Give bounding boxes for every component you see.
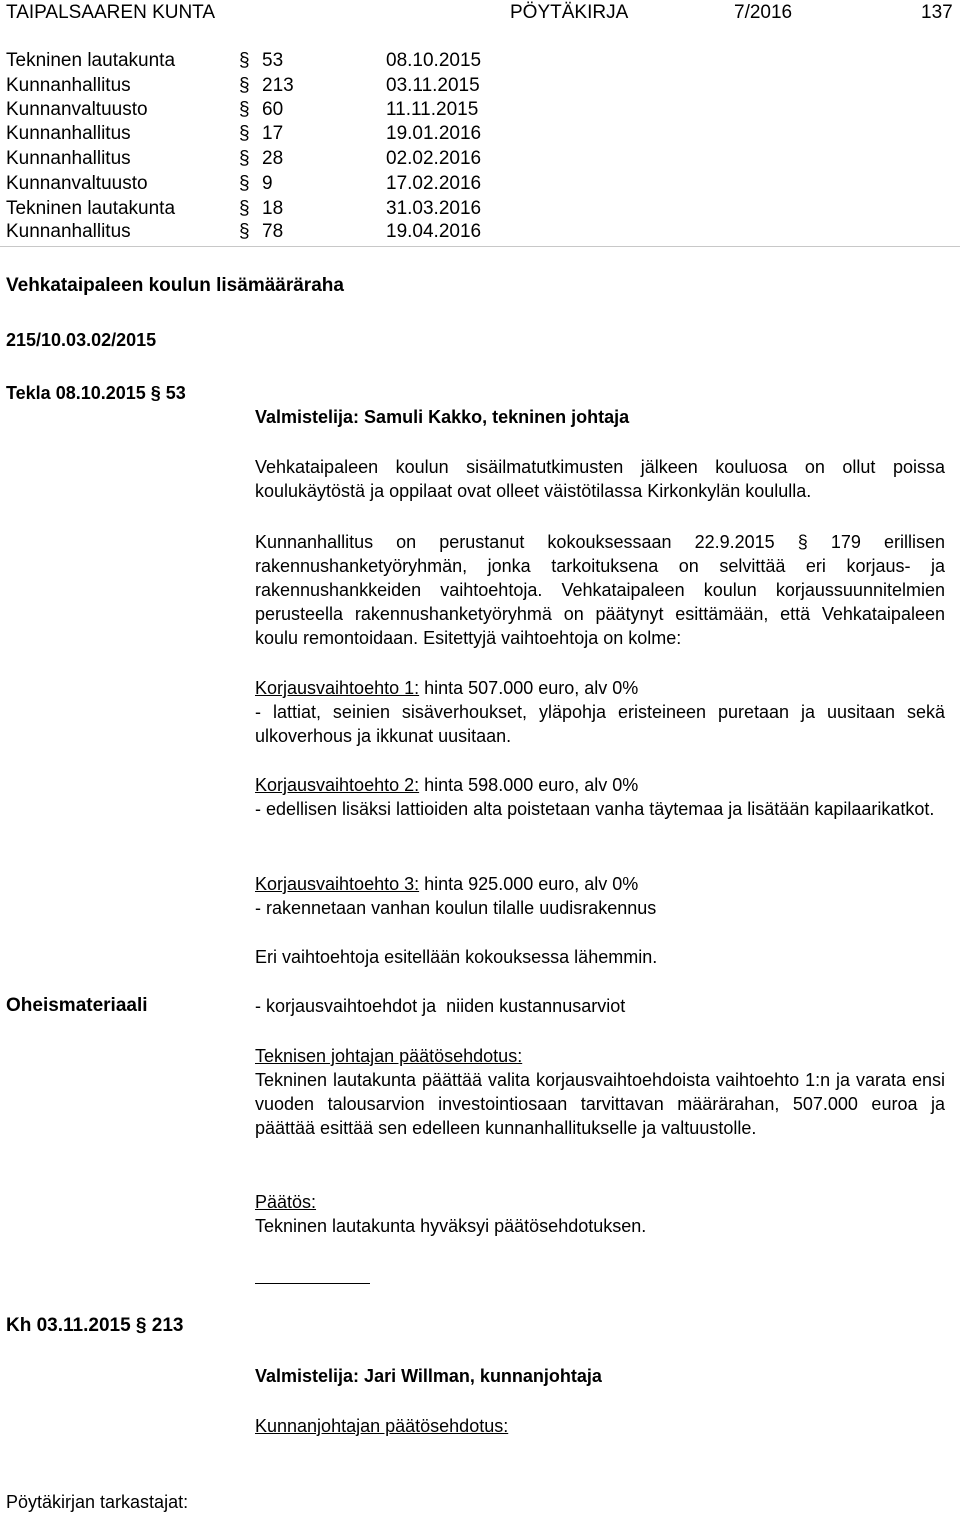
section-sign: § (239, 75, 250, 96)
history-number: 9 (262, 173, 273, 194)
history-number: 28 (262, 148, 284, 169)
history-body: Kunnanhallitus (6, 148, 131, 169)
option-description: - lattiat, seinien sisäverhoukset, yläpohja eristeineen puretaan ja uusitaan sekä ulkoverhous ja ikkunat uusitaan. (255, 702, 945, 746)
kh-preparer: Valmistelija: Jari Willman, kunnanjohtaja (255, 1366, 602, 1386)
paragraph-1: Vehkataipaleen koulun sisäilmatutkimusten jälkeen kouluosa on ollut poissa koulukäytöstä ja oppilaat ovat olleet väistötilassa Kirkonkylän koululla. (255, 457, 945, 501)
history-body: Tekninen lautakunta (6, 50, 176, 71)
issue-number: 7/2016 (734, 2, 793, 23)
option-label: Korjausvaihtoehto 1: (255, 678, 420, 698)
history-body: Kunnanhallitus (6, 221, 131, 242)
kh-proposal-heading: Kunnanjohtajan päätösehdotus: (255, 1416, 509, 1436)
section-sign: § (239, 123, 250, 144)
presented-note: Eri vaihtoehtoja esitellään kokouksessa lähemmin. (255, 947, 658, 967)
history-divider (0, 246, 960, 247)
decision-block (255, 1190, 945, 1238)
history-date: 11.11.2015 (386, 99, 479, 120)
option-2 (255, 773, 945, 821)
option-3 (255, 872, 945, 920)
municipality-name: TAIPALSAAREN KUNTA (6, 2, 216, 23)
option-price: hinta 925.000 euro, alv 0% (424, 874, 639, 894)
reference-number: 215/10.03.02/2015 (6, 330, 157, 350)
history-date: 03.11.2015 (386, 75, 480, 96)
history-number: 53 (262, 50, 284, 71)
option-description: - edellisen lisäksi lattioiden alta poistetaan vanha täytemaa ja lisätään kapilaarikatkot. (255, 799, 935, 819)
history-number: 213 (262, 75, 294, 96)
attachments-text: - korjausvaihtoehdot ja niiden kustannusarviot (255, 996, 626, 1016)
decision-heading: Päätös: (255, 1192, 317, 1212)
option-description: - rakennetaan vanhan koulun tilalle uudisrakennus (255, 898, 657, 918)
preparer: Valmistelija: Samuli Kakko, tekninen johtaja (255, 407, 630, 427)
section-sign: § (239, 148, 250, 169)
tekla-label: Tekla 08.10.2015 § 53 (6, 383, 186, 403)
history-date: 02.02.2016 (386, 148, 482, 169)
history-date: 08.10.2015 (386, 50, 482, 71)
section-sign: § (239, 221, 250, 242)
history-number: 60 (262, 99, 284, 120)
page-number: 137 (921, 2, 953, 23)
history-number: 18 (262, 198, 284, 219)
history-body: Tekninen lautakunta (6, 198, 176, 219)
option-label: Korjausvaihtoehto 3: (255, 874, 420, 894)
history-body: Kunnanhallitus (6, 123, 131, 144)
history-date: 31.03.2016 (386, 198, 482, 219)
decision-text: Tekninen lautakunta hyväksyi päätösehdotuksen. (255, 1216, 647, 1236)
paragraph-2-block (255, 530, 945, 650)
history-body: Kunnanvaltuusto (6, 173, 148, 194)
proposal-block (255, 1044, 945, 1140)
attachments-label: Oheismateriaali (6, 995, 148, 1016)
item-title: Vehkataipaleen koulun lisämääräraha (6, 275, 344, 296)
paragraph-2: Kunnanhallitus on perustanut kokouksessaan 22.9.2015 § 179 erillisen rakennushanketyöryhmän, jonka tarkoituksena on selvittää eri korjaus- ja rakennushankkeiden vaihtoehtoja. Vehkataipaleen koulun korjaussuunnitelmien perusteella rakennushanketyöryhmä on päätynyt esittämään, että Vehkataipaleen koulu remontoidaan. Esitettyjä vaihtoehtoja on kolme: (255, 532, 945, 648)
proposal-heading: Teknisen johtajan päätösehdotus: (255, 1046, 523, 1066)
history-date: 19.01.2016 (386, 123, 482, 144)
kh-label: Kh 03.11.2015 § 213 (6, 1315, 184, 1336)
proposal-text: Tekninen lautakunta päättää valita korjausvaihtoehdoista vaihtoehto 1:n ja varata ensi vuoden talousarvion investointiosaan tarvittavan määrärahan, 507.000 euroa ja päättää esittää sen edelleen kunnanhallitukselle ja valtuustolle. (255, 1070, 945, 1138)
history-number: 78 (262, 221, 284, 242)
option-1 (255, 676, 945, 748)
section-sign: § (239, 173, 250, 194)
history-body: Kunnanvaltuusto (6, 99, 148, 120)
option-price: hinta 598.000 euro, alv 0% (424, 775, 639, 795)
section-sign: § (239, 99, 250, 120)
section-sign: § (239, 50, 250, 71)
option-label: Korjausvaihtoehto 2: (255, 775, 420, 795)
separator-line (255, 1283, 370, 1284)
section-sign: § (239, 198, 250, 219)
history-body: Kunnanhallitus (6, 75, 131, 96)
option-price: hinta 507.000 euro, alv 0% (424, 678, 639, 698)
footer-reviewers: Pöytäkirjan tarkastajat: (6, 1492, 189, 1512)
document-type: PÖYTÄKIRJA (510, 2, 629, 23)
history-date: 19.04.2016 (386, 221, 482, 242)
history-number: 17 (262, 123, 284, 144)
history-date: 17.02.2016 (386, 173, 482, 194)
paragraph-1-block (255, 455, 945, 503)
